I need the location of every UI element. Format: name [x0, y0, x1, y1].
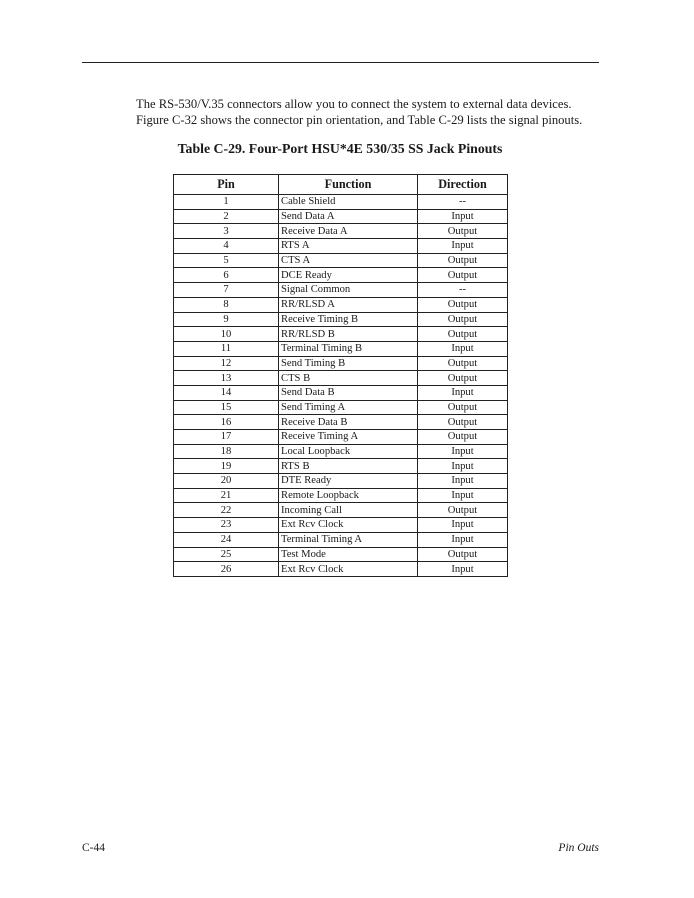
- pin-cell: 10: [174, 327, 279, 342]
- direction-cell: Input: [418, 474, 508, 489]
- function-cell: Cable Shield: [279, 195, 418, 210]
- pin-cell: 11: [174, 341, 279, 356]
- function-cell: Receive Timing B: [279, 312, 418, 327]
- pin-cell: 8: [174, 297, 279, 312]
- direction-cell: Input: [418, 444, 508, 459]
- function-cell: DTE Ready: [279, 474, 418, 489]
- direction-cell: Input: [418, 239, 508, 254]
- function-cell: Local Loopback: [279, 444, 418, 459]
- table-row: [174, 268, 508, 283]
- table-row: [174, 400, 508, 415]
- function-cell: Receive Data A: [279, 224, 418, 239]
- table-row: [174, 312, 508, 327]
- table-row: [174, 459, 508, 474]
- direction-cell: Input: [418, 518, 508, 533]
- direction-cell: Output: [418, 415, 508, 430]
- table-row: [174, 430, 508, 445]
- intro-paragraph: The RS-530/V.35 connectors allow you to connect the system to external data devices. Figure C-32 shows the connector pin orientation, and Table C-29 lists the signal pinouts.: [136, 97, 583, 127]
- function-cell: Send Data B: [279, 385, 418, 400]
- pin-cell: 15: [174, 400, 279, 415]
- pin-cell: 21: [174, 488, 279, 503]
- pin-cell: 17: [174, 430, 279, 445]
- direction-cell: Input: [418, 532, 508, 547]
- function-cell: Terminal Timing A: [279, 532, 418, 547]
- table-row: [174, 444, 508, 459]
- direction-cell: Output: [418, 503, 508, 518]
- table-row: [174, 297, 508, 312]
- direction-cell: Output: [418, 312, 508, 327]
- table-row: [174, 503, 508, 518]
- pin-cell: 16: [174, 415, 279, 430]
- table-row: [174, 239, 508, 254]
- function-cell: Terminal Timing B: [279, 341, 418, 356]
- direction-cell: Input: [418, 488, 508, 503]
- pin-cell: 1: [174, 195, 279, 210]
- table-row: [174, 253, 508, 268]
- direction-cell: Input: [418, 562, 508, 577]
- function-cell: Signal Common: [279, 283, 418, 298]
- direction-cell: Output: [418, 547, 508, 562]
- table-row: [174, 356, 508, 371]
- pin-cell: 2: [174, 209, 279, 224]
- function-cell: RTS B: [279, 459, 418, 474]
- pin-cell: 12: [174, 356, 279, 371]
- function-cell: Ext Rcv Clock: [279, 518, 418, 533]
- direction-cell: Output: [418, 327, 508, 342]
- table-row: [174, 224, 508, 239]
- direction-cell: Input: [418, 341, 508, 356]
- direction-cell: Output: [418, 253, 508, 268]
- table-row: [174, 547, 508, 562]
- function-cell: Receive Timing A: [279, 430, 418, 445]
- table-row: [174, 327, 508, 342]
- function-cell: Send Data A: [279, 209, 418, 224]
- function-cell: RR/RLSD B: [279, 327, 418, 342]
- pin-cell: 14: [174, 385, 279, 400]
- header-rule: [82, 62, 599, 63]
- table-row: [174, 474, 508, 489]
- direction-cell: Output: [418, 224, 508, 239]
- table-row: [174, 341, 508, 356]
- table-header-row: [174, 175, 508, 195]
- function-cell: Test Mode: [279, 547, 418, 562]
- function-cell: CTS B: [279, 371, 418, 386]
- header-function: Function: [279, 175, 418, 195]
- header-pin: Pin: [174, 175, 279, 195]
- pin-cell: 7: [174, 283, 279, 298]
- function-cell: Receive Data B: [279, 415, 418, 430]
- function-cell: RTS A: [279, 239, 418, 254]
- pin-cell: 3: [174, 224, 279, 239]
- pin-cell: 25: [174, 547, 279, 562]
- table-body: [174, 195, 508, 577]
- function-cell: DCE Ready: [279, 268, 418, 283]
- function-cell: RR/RLSD A: [279, 297, 418, 312]
- pin-cell: 23: [174, 518, 279, 533]
- pin-cell: 19: [174, 459, 279, 474]
- table-row: [174, 562, 508, 577]
- direction-cell: --: [418, 195, 508, 210]
- direction-cell: Input: [418, 209, 508, 224]
- direction-cell: Output: [418, 268, 508, 283]
- direction-cell: --: [418, 283, 508, 298]
- function-cell: Ext Rcv Clock: [279, 562, 418, 577]
- pin-cell: 22: [174, 503, 279, 518]
- table-row: [174, 195, 508, 210]
- table-row: [174, 518, 508, 533]
- function-cell: Send Timing A: [279, 400, 418, 415]
- section-name: Pin Outs: [558, 842, 599, 854]
- table-row: [174, 385, 508, 400]
- pin-cell: 4: [174, 239, 279, 254]
- table-row: [174, 283, 508, 298]
- direction-cell: Output: [418, 400, 508, 415]
- table-row: [174, 415, 508, 430]
- pinouts-table: [173, 174, 508, 577]
- function-cell: Send Timing B: [279, 356, 418, 371]
- pin-cell: 6: [174, 268, 279, 283]
- direction-cell: Output: [418, 371, 508, 386]
- table-row: [174, 488, 508, 503]
- header-direction: Direction: [418, 175, 508, 195]
- direction-cell: Output: [418, 356, 508, 371]
- table-row: [174, 371, 508, 386]
- pin-cell: 24: [174, 532, 279, 547]
- direction-cell: Input: [418, 385, 508, 400]
- table-row: [174, 532, 508, 547]
- direction-cell: Output: [418, 297, 508, 312]
- pin-cell: 5: [174, 253, 279, 268]
- pin-cell: 13: [174, 371, 279, 386]
- table-title: Table C-29. Four-Port HSU*4E 530/35 SS Jack Pinouts: [177, 141, 503, 156]
- table-row: [174, 209, 508, 224]
- pin-cell: 18: [174, 444, 279, 459]
- function-cell: Remote Loopback: [279, 488, 418, 503]
- function-cell: CTS A: [279, 253, 418, 268]
- pin-cell: 20: [174, 474, 279, 489]
- pin-cell: 9: [174, 312, 279, 327]
- direction-cell: Output: [418, 430, 508, 445]
- pin-cell: 26: [174, 562, 279, 577]
- direction-cell: Input: [418, 459, 508, 474]
- page-number: C-44: [82, 842, 105, 854]
- function-cell: Incoming Call: [279, 503, 418, 518]
